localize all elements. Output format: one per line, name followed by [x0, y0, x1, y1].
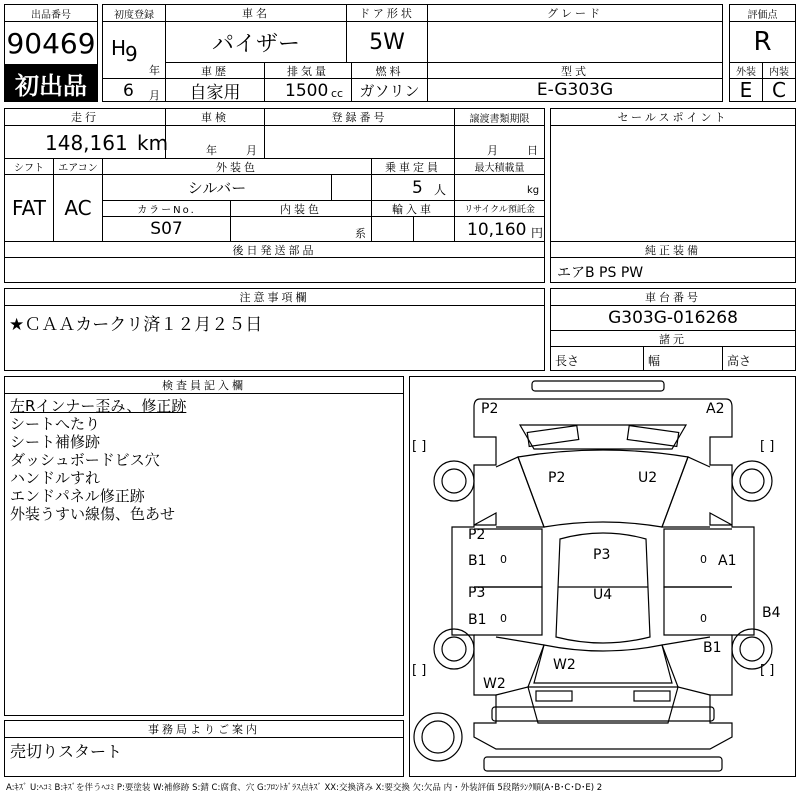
ext-color-value: シルバー [102, 174, 332, 201]
month-unit: 月 [149, 89, 160, 102]
damage-label-8: U4 [593, 587, 613, 603]
ext-color-extra [331, 174, 372, 201]
door-value: 5W [346, 21, 428, 63]
int-color-label: 内装色 [230, 200, 372, 217]
caution-label: 注意事項欄 [4, 288, 545, 306]
chassis-value: G303G-016268 [550, 305, 796, 331]
office-message: 売切りスタート [10, 742, 123, 761]
length-cell [550, 346, 644, 371]
import-cell-a [371, 216, 414, 242]
lot-number-label: 出品番号 [4, 4, 98, 22]
interior-label: 内装 [762, 62, 796, 79]
first-reg-month: 6 [123, 81, 134, 101]
int-color-cell [230, 216, 372, 242]
bracket-left-front: [ ] [412, 439, 427, 454]
model-label: 型式 [427, 62, 723, 79]
bracket-right-front: [ ] [760, 439, 775, 454]
office-title: 事務局よりご案内 [4, 720, 404, 738]
damage-label-1: P2 [481, 401, 499, 417]
exterior-value: E [729, 78, 763, 102]
shift-label: シフト [4, 158, 54, 175]
max-load-unit: kg [527, 185, 540, 196]
recycle-value: 10,160 [467, 220, 527, 240]
inspection-label: 車検 [165, 108, 265, 126]
grade-label: グレード [427, 4, 723, 22]
height-cell [722, 346, 796, 371]
inspection-cell [165, 125, 265, 159]
inspector-line-7: 外装うすい線傷、色あせ [10, 505, 176, 523]
import-cell-b [413, 216, 455, 242]
car-map [409, 376, 796, 777]
car-name: パイザー [165, 21, 347, 63]
zero-mark-1: 0 [500, 553, 507, 566]
displacement-cell [264, 78, 352, 102]
displacement-value: 1500 [285, 81, 329, 101]
length-label: 長さ [555, 354, 580, 368]
genuine-cell [550, 257, 796, 283]
shift-value: FAT [4, 174, 54, 242]
door-label: ドア形状 [346, 4, 428, 22]
grade-value [427, 21, 723, 63]
first-reg-year: 9 [125, 42, 138, 66]
zero-mark-2: 0 [700, 553, 707, 566]
width-cell [643, 346, 723, 371]
capacity-label: 乗車定員 [371, 158, 455, 175]
damage-label-3: P2 [548, 470, 566, 486]
interior-value: C [762, 78, 796, 102]
transfer-month-unit: 月 [487, 144, 498, 157]
max-load-cell [454, 174, 545, 201]
damage-label-7: P3 [593, 547, 611, 563]
reg-no-label: 登録番号 [264, 108, 455, 126]
chassis-label: 車台番号 [550, 288, 796, 306]
damage-label-13: B1 [703, 640, 722, 656]
dims-label: 諸元 [550, 330, 796, 347]
caution-value: ★ＣＡＡカークリ済１２月２５日 [9, 315, 263, 335]
recycle-unit: 円 [531, 226, 544, 240]
zero-mark-3: 0 [500, 612, 507, 625]
aircon-label: エアコン [53, 158, 103, 175]
inspector-line-5: ハンドルすれ [10, 469, 101, 487]
damage-label-2: A2 [706, 401, 725, 417]
model-value: E-G303G [427, 78, 723, 102]
recycle-cell [454, 216, 545, 242]
mileage-unit: km [137, 131, 169, 155]
exterior-label: 外装 [729, 62, 763, 79]
damage-label-15: W2 [483, 676, 506, 692]
damage-label-10: P3 [468, 585, 486, 601]
later-parts-area [4, 257, 545, 283]
inspector-line-2: シートへたり [10, 415, 101, 433]
int-color-unit: 系 [355, 227, 366, 240]
inspector-title: 検査員記入欄 [4, 376, 404, 394]
first-reg-month-cell [102, 78, 166, 102]
inspector-line-6: エンドパネル修正跡 [10, 487, 145, 505]
mileage-value: 148,161 [45, 131, 128, 155]
inspector-line-1: 左Rインナー歪み、修正跡 [10, 397, 187, 415]
mileage-label: 走行 [4, 108, 166, 126]
color-no-value: S07 [102, 216, 231, 242]
history-label: 車歴 [165, 62, 265, 79]
transfer-day-unit: 日 [527, 144, 538, 157]
displacement-label: 排気量 [264, 62, 352, 79]
displacement-unit: cc [331, 87, 344, 100]
bracket-left-rear: [ ] [412, 663, 427, 678]
zero-mark-4: 0 [700, 612, 707, 625]
damage-label-14: W2 [553, 657, 576, 673]
legend: A:ｷｽﾞ U:ﾍｺﾐ B:ｷｽﾞを伴うﾍｺﾐ P:要塗装 W:補修跡 S:錆 C:腐食、穴 G:ﾌﾛﾝﾄｶﾞﾗｽ点ｷｽﾞ XX:交換済み X:要交換 欠:欠品 内・外装評価 5段階ﾗﾝｸ順(A･B･C･D･E) 2 [6, 783, 603, 793]
mileage-cell [4, 125, 169, 159]
capacity-value: 5 [412, 178, 423, 198]
genuine-value: エアB PS PW [557, 265, 644, 281]
inspection-year-unit: 年 [206, 144, 217, 157]
fuel-value: ガソリン [351, 78, 428, 102]
damage-label-4: U2 [638, 470, 658, 486]
history-value: 自家用 [165, 78, 265, 102]
genuine-label: 純正装備 [550, 241, 796, 258]
caution-area [4, 305, 545, 371]
bracket-right-rear: [ ] [760, 663, 775, 678]
damage-label-6: B1 [468, 553, 487, 569]
damage-label-12: B4 [762, 605, 781, 621]
capacity-unit: 人 [434, 183, 447, 197]
first-reg-year-cell [102, 21, 166, 79]
width-label: 幅 [648, 354, 661, 368]
inspector-line-4: ダッシュボードビス穴 [10, 451, 160, 469]
era: H [111, 36, 127, 60]
car-diagram [410, 377, 797, 778]
sales-points-label: セールスポイント [550, 108, 796, 126]
car-name-label: 車名 [165, 4, 347, 22]
year-unit: 年 [149, 64, 160, 77]
inspector-line-3: シート補修跡 [10, 433, 101, 451]
max-load-label: 最大積載量 [454, 158, 545, 175]
color-no-label: カラーNo. [102, 200, 231, 217]
import-label: 輸入車 [371, 200, 455, 217]
damage-label-5: P2 [468, 527, 486, 543]
aircon-value: AC [53, 174, 103, 242]
damage-label-9: A1 [718, 553, 737, 569]
height-label: 高さ [727, 354, 752, 368]
reg-no-cell [264, 125, 455, 159]
transfer-cell [454, 125, 545, 159]
rating-label: 評価点 [729, 4, 796, 22]
capacity-cell [371, 174, 455, 201]
damage-label-11: B1 [468, 612, 487, 628]
lot-number: 90469 [4, 21, 98, 65]
later-parts-label: 後日発送部品 [4, 241, 545, 258]
sales-points-area [550, 125, 796, 242]
fuel-label: 燃料 [351, 62, 428, 79]
first-reg-label: 初度登録 [102, 4, 166, 22]
office-area [4, 737, 404, 777]
first-listing-badge: 初出品 [4, 65, 98, 102]
inspection-month-unit: 月 [246, 144, 257, 157]
rating-value: R [729, 21, 796, 63]
inspector-area [4, 393, 404, 716]
recycle-label: リサイクル預託金 [454, 200, 545, 217]
transfer-label: 譲渡書類期限 [454, 108, 545, 126]
ext-color-label: 外装色 [102, 158, 372, 175]
